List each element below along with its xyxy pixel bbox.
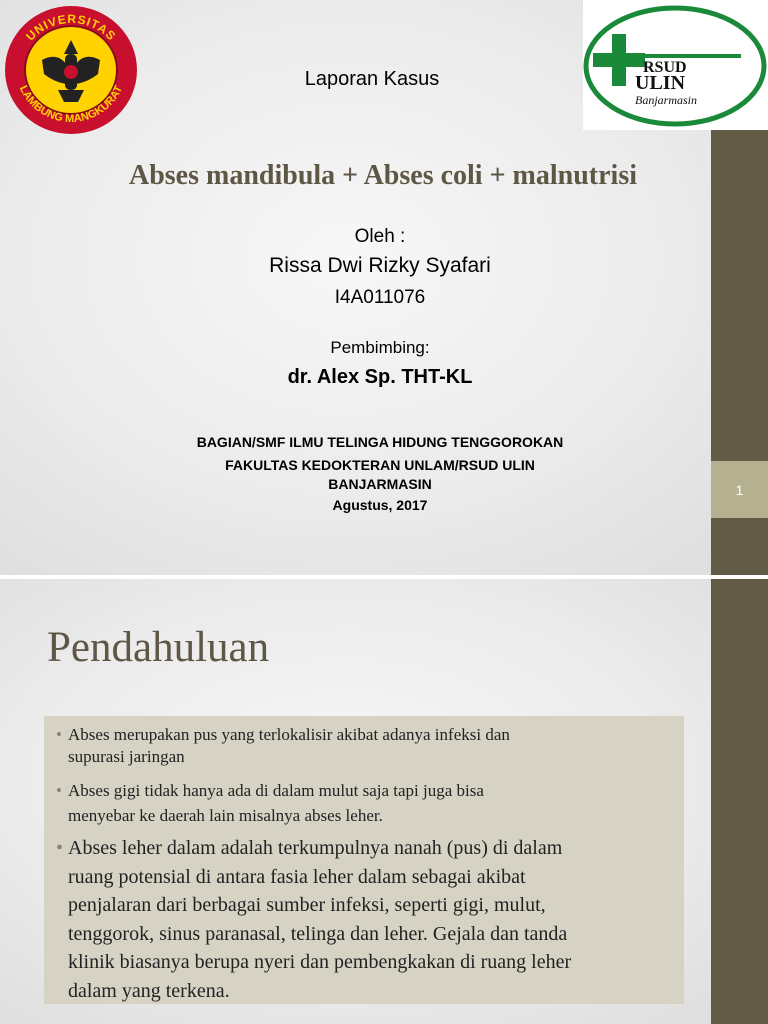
slide-title: Pendahuluan (47, 624, 270, 671)
intro-slide (0, 579, 768, 1024)
logo-text-top: UNIVERSITAS (23, 11, 119, 44)
page-number: 1 (711, 461, 768, 518)
supervisor-label: Pembimbing: (330, 338, 430, 357)
department-line: BAGIAN/SMF ILMU TELINGA HIDUNG TENGGOROKAN (196, 434, 564, 450)
hospital-logo-line3: Banjarmasin (635, 93, 698, 107)
slide-sidebar (711, 579, 768, 1024)
author-label: Oleh : (354, 226, 406, 247)
bullet-line: menyebar ke daerah lain misalnya abses leher. (68, 806, 383, 825)
bullet-item (56, 834, 666, 1005)
bullet-marker: • (56, 781, 62, 800)
bullet-item (56, 778, 666, 828)
case-title: Abses mandibula + Abses coli + malnutrisi (128, 160, 637, 191)
report-type: Laporan Kasus (304, 68, 440, 90)
bullet-line: Abses gigi tidak hanya ada di dalam mulut saja tapi juga bisa (68, 781, 484, 800)
university-logo (2, 2, 140, 138)
bullet-line: dalam yang terkena. (68, 979, 230, 1002)
bullet-marker: • (56, 837, 64, 859)
content-box (44, 716, 684, 1004)
bullet-item (56, 724, 666, 768)
presentation-date: Agustus, 2017 (332, 497, 428, 513)
bullet-line: klinik biasanya berupa nyeri dan pembengkakan di ruang leher (68, 951, 572, 973)
bullet-line: tenggorok, sinus paranasal, telinga dan leher. Gejala dan tanda (68, 922, 568, 945)
bullet-line: supurasi jaringan (68, 747, 185, 766)
department-line: FAKULTAS KEDOKTERAN UNLAM/RSUD ULIN (225, 457, 535, 473)
bullet-line: penjalaran dari berbagai sumber infeksi, seperti gigi, mulut, (68, 894, 546, 916)
hospital-logo-line1: RSUD (643, 59, 687, 76)
department-line: BANJARMASIN (328, 476, 432, 492)
bullet-marker: • (56, 725, 62, 744)
bullet-line: Abses merupakan pus yang terlokalisir akibat adanya infeksi dan (68, 725, 510, 744)
supervisor-name: dr. Alex Sp. THT-KL (287, 366, 473, 388)
logo-text-bottom: LAMBUNG MANGKURAT (16, 83, 126, 126)
hospital-logo-line2: ULIN (635, 72, 686, 94)
author-name: Rissa Dwi Rizky Syafari (269, 254, 491, 277)
bullet-line: ruang potensial di antara fasia leher dalam sebagai akibat (68, 865, 526, 888)
hospital-logo (583, 0, 768, 130)
student-id: I4A011076 (334, 287, 426, 308)
bullet-line: Abses leher dalam adalah terkumpulnya nanah (pus) di dalam (68, 837, 563, 859)
